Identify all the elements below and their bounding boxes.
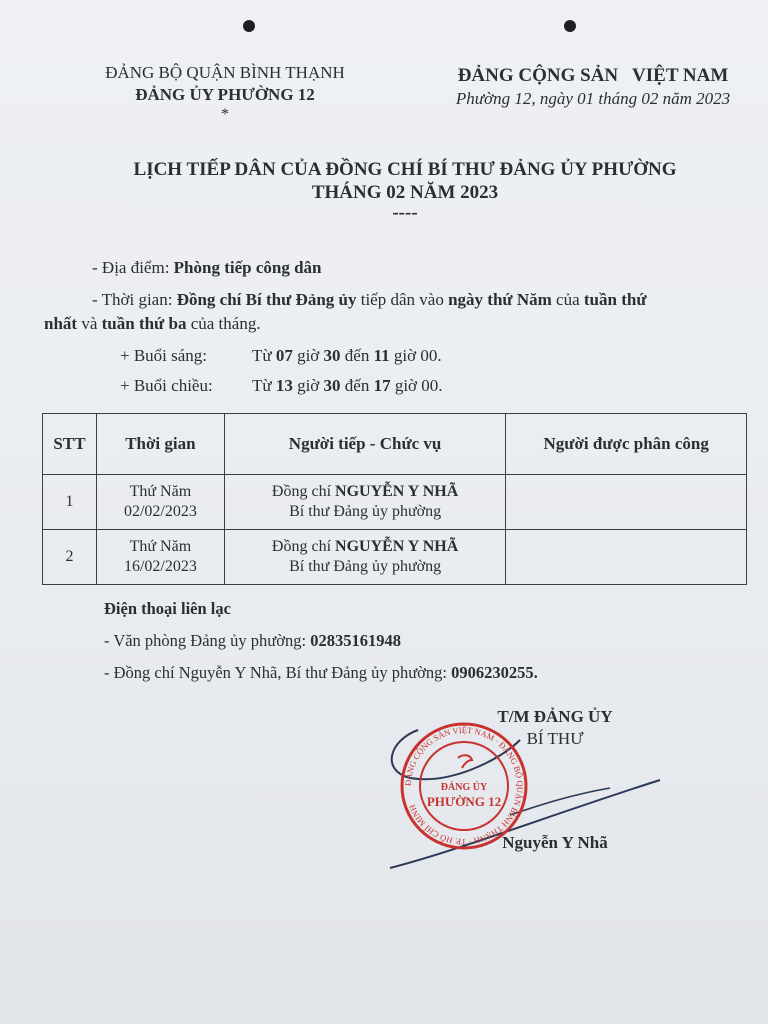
contact-office [104, 628, 401, 654]
session-morning-start-minute: 30 [323, 346, 341, 365]
schedule-table [42, 413, 747, 585]
cell-time [96, 530, 224, 585]
header-receiver: Người tiếp - Chức vụ [224, 414, 506, 475]
contact-office-phone: 02835161948 [310, 631, 401, 650]
cell-receiver [224, 530, 506, 585]
time-week3: tuần thứ ba [101, 314, 187, 333]
time-label: - Thời gian: [92, 290, 173, 309]
punch-hole-right [564, 20, 576, 32]
session-morning-gio: giờ [297, 346, 320, 365]
title-line1: LỊCH TIẾP DÂN CỦA ĐỒNG CHÍ BÍ THƯ ĐẢNG ỦY PHƯỜNG [133, 159, 677, 180]
session-morning [120, 344, 442, 368]
title-rule: ---- [392, 202, 418, 223]
location-label: - Địa điểm: [92, 258, 170, 277]
header-left-line1: ĐẢNG BỘ QUẬN BÌNH THẠNH [105, 63, 345, 82]
seal-inner-line2: PHƯỜNG 12 [426, 794, 502, 809]
header-stt: STT [43, 414, 97, 475]
time-text3: và [81, 314, 98, 333]
time-week1: tuần thứ [583, 290, 647, 309]
time-week1b: nhất [44, 314, 78, 333]
contact-person [104, 660, 538, 686]
session-afternoon [120, 374, 443, 398]
contact-section [104, 596, 231, 622]
seal-outer-text: ĐẢNG CỘNG SẢN VIỆT NAM · ĐẢNG BỘ QUẬN BÌNH THẠNH · TP. HỒ CHÍ MINH [402, 724, 526, 848]
session-afternoon-start-minute: 30 [323, 376, 341, 395]
session-afternoon-end-rest: giờ 00. [394, 376, 443, 395]
session-morning-start-hour: 07 [275, 346, 293, 365]
punch-hole-left [243, 20, 255, 32]
contact-heading: Điện thoại liên lạc [104, 599, 231, 618]
contact-person-label: - Đồng chí Nguyễn Y Nhã, Bí thư Đảng ủy phường: [104, 663, 447, 682]
header-time: Thời gian [96, 414, 224, 475]
table-row [43, 475, 747, 530]
cell-stt: 2 [43, 530, 97, 585]
time-day: ngày thứ Năm [448, 290, 552, 309]
cell-role: Bí thư Đảng ủy phường [289, 503, 442, 520]
header-right [428, 64, 758, 110]
contact-office-label: - Văn phòng Đảng ủy phường: [104, 631, 307, 650]
location-line [92, 256, 322, 280]
cell-day: Thứ Năm [129, 538, 192, 555]
cell-date: 02/02/2023 [123, 503, 197, 520]
cell-prefix: Đồng chí [271, 483, 332, 500]
seal-inner-line1: ĐẢNG ỦY [440, 782, 488, 793]
time-line-1 [92, 288, 647, 312]
session-afternoon-start-hour: 13 [275, 376, 293, 395]
session-afternoon-gio: giờ [297, 376, 320, 395]
cell-day: Thứ Năm [129, 483, 192, 500]
cell-prefix: Đồng chí [271, 538, 332, 555]
header-assigned: Người được phân công [506, 414, 747, 475]
cell-name: NGUYỄN Y NHÃ [335, 538, 459, 555]
time-line-2 [44, 312, 261, 336]
cell-assigned [506, 475, 747, 530]
cell-receiver [224, 475, 506, 530]
contact-person-phone: 0906230255. [451, 663, 538, 682]
document-date: Phường 12, ngày 01 tháng 02 năm 2023 [455, 89, 731, 108]
seal-emblem [458, 755, 472, 768]
session-morning-den: đến [344, 346, 370, 365]
time-text1: tiếp dân vào [360, 290, 444, 309]
session-afternoon-label: + Buổi chiều: [120, 376, 213, 395]
header-left-star: * [221, 106, 229, 123]
signature-role: BÍ THƯ [526, 729, 584, 748]
signer-name-block [470, 832, 640, 854]
time-who: Đồng chí Bí thư Đảng ủy [176, 290, 357, 309]
location-value: Phòng tiếp công dân [173, 258, 322, 277]
header-left-line2: ĐẢNG ỦY PHƯỜNG 12 [135, 85, 315, 104]
session-morning-label: + Buổi sáng: [120, 346, 208, 365]
cell-receiver-name-line [226, 482, 505, 502]
time-text2: của [556, 290, 580, 309]
document-title [60, 158, 750, 222]
header-left [60, 62, 390, 124]
table-row [43, 530, 747, 585]
session-morning-end-rest: giờ 00. [393, 346, 442, 365]
national-title: ĐẢNG CỘNG SẢN VIỆT NAM [457, 65, 729, 86]
cell-assigned [506, 530, 747, 585]
signer-name: Nguyễn Y Nhã [502, 833, 608, 852]
cell-stt: 1 [43, 475, 97, 530]
session-afternoon-den: đến [344, 376, 370, 395]
title-line2: THÁNG 02 NĂM 2023 [311, 182, 499, 203]
cell-receiver-name-line [226, 537, 505, 557]
cell-name: NGUYỄN Y NHÃ [335, 483, 459, 500]
cell-time [96, 475, 224, 530]
signature-title: T/M ĐẢNG ỦY [497, 707, 613, 726]
session-afternoon-end-hour: 17 [373, 376, 391, 395]
session-morning-end-hour: 11 [373, 346, 390, 365]
time-text4: của tháng. [190, 314, 261, 333]
session-afternoon-from: Từ [251, 376, 272, 395]
cell-role: Bí thư Đảng ủy phường [289, 558, 442, 575]
cell-date: 16/02/2023 [123, 558, 197, 575]
session-morning-from: Từ [251, 346, 272, 365]
table-header-row [43, 414, 747, 475]
